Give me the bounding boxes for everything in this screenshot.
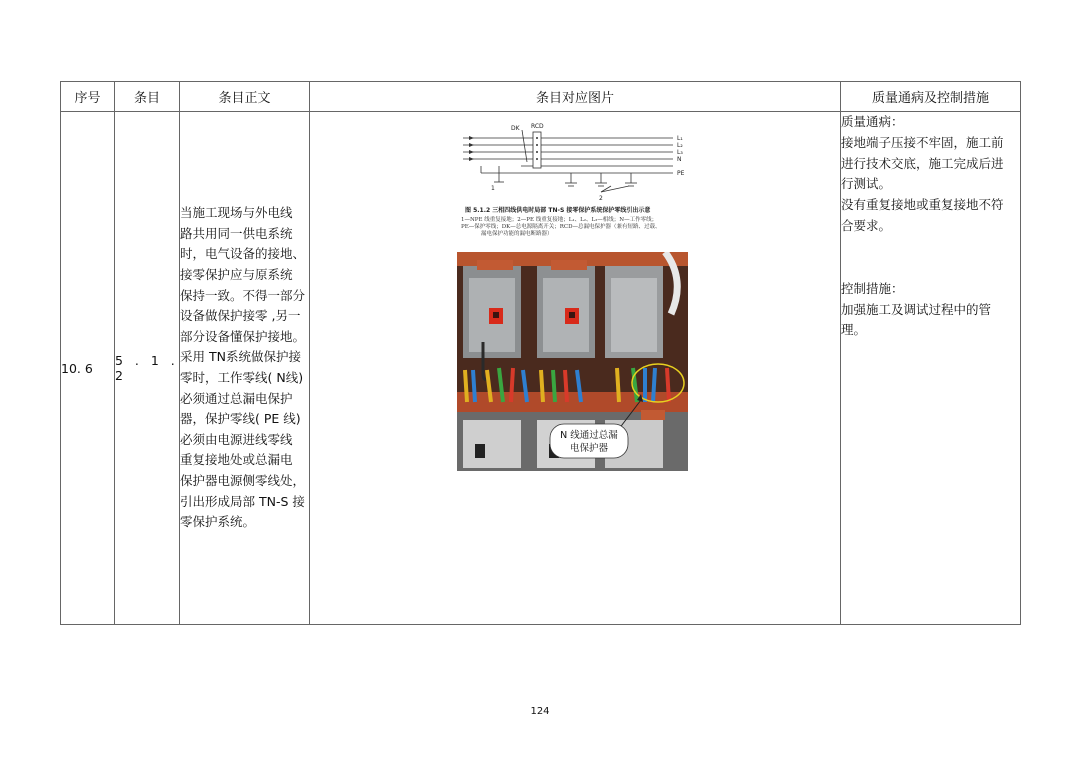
wiring-diagram <box>461 114 693 236</box>
callout-line: N 线通过总漏 <box>560 430 618 441</box>
problem-line: 合要求。 <box>841 217 892 233</box>
body-line: 重复接地处或总漏电 <box>180 452 293 468</box>
body-line: 引出形成局部 TN-S 接 <box>180 493 305 509</box>
figure-caption-line: 漏电保护功能的漏电断路器） <box>481 231 553 236</box>
spacer <box>841 237 1020 279</box>
figure-caption-title: 图 5.1.2 三相四线供电时局部 TN-S 接零保护系统保护零线引出示意 <box>465 207 651 214</box>
callout-line: 电保护器 <box>569 443 609 454</box>
row-clause-text <box>180 112 310 625</box>
label-l3: L₃ <box>677 149 683 156</box>
body-line: 器，保护零线( PE 线) <box>180 411 301 427</box>
body-line: 采用 TN系统做保护接 <box>180 349 301 365</box>
problem-title: 质量通病： <box>841 114 904 129</box>
control-line: 理。 <box>841 322 867 338</box>
body-line: 必须由电源进线零线 <box>180 431 293 447</box>
body-line: 接零保护应与原系统 <box>180 267 293 283</box>
body-line: 当施工现场与外电线 <box>180 205 293 221</box>
label-num-1: 1 <box>491 185 495 192</box>
figure-caption-line: 1—NPE 线重复接地；2—PE 线重复接地；L₁、L₂、L₃—相线；N—工作零线； <box>461 217 658 223</box>
body-line: 部分设备懂保护接地。 <box>180 328 306 344</box>
figure-caption-line: PE—保护零线；DK—总电源隔离开关；RCD—总漏电保护器（兼有短路、过载、 <box>461 224 661 230</box>
header-pictures: 条目对应图片 <box>310 82 841 112</box>
label-l2: L₂ <box>677 142 683 149</box>
control-title: 控制措施： <box>841 280 904 296</box>
problem-line: 行测试。 <box>841 176 892 192</box>
body-line: 路共用同一供电系统 <box>180 225 293 241</box>
row-clause: 5 . 1 . 2 <box>115 112 180 625</box>
header-clause: 条目 <box>115 82 180 112</box>
header-quality-measures: 质量通病及控制措施 <box>841 82 1021 112</box>
label-pe: PE <box>677 170 685 177</box>
table-row <box>61 112 1021 625</box>
problem-line: 进行技术交底，施工完成后进 <box>841 155 1004 171</box>
row-number: 10. 6 <box>61 112 115 625</box>
label-rcd: RCD <box>531 123 544 130</box>
problem-line: 接地端子压接不牢固，施工前 <box>841 134 1004 150</box>
page-number: 124 <box>530 706 550 717</box>
body-line: 零时，工作零线( N线) <box>180 370 304 385</box>
row-quality-measures <box>841 112 1021 625</box>
header-row <box>61 82 1021 112</box>
body-line: 零保护系统。 <box>180 514 256 530</box>
body-line: 时，电气设备的接地、 <box>180 246 306 262</box>
label-l1: L₁ <box>677 135 683 142</box>
row-pictures <box>310 112 841 625</box>
body-line: 设备做保护接零 ,另一 <box>180 308 301 324</box>
label-n: N <box>677 156 682 163</box>
control-line: 加强施工及调试过程中的管 <box>841 301 992 317</box>
body-line: 保护器电源侧零线处， <box>180 472 306 488</box>
problem-line: 没有重复接地或重复接地不符 <box>841 197 1004 213</box>
body-line: 保持一致。不得一部分 <box>180 287 306 303</box>
spec-table <box>60 81 1021 625</box>
header-no: 序号 <box>61 82 115 112</box>
label-dk: DK <box>511 125 520 132</box>
label-num-2: 2 <box>599 195 603 202</box>
header-clause-text: 条目正文 <box>180 82 310 112</box>
breaker-photo <box>457 252 688 471</box>
body-line: 必须通过总漏电保护 <box>180 390 293 406</box>
